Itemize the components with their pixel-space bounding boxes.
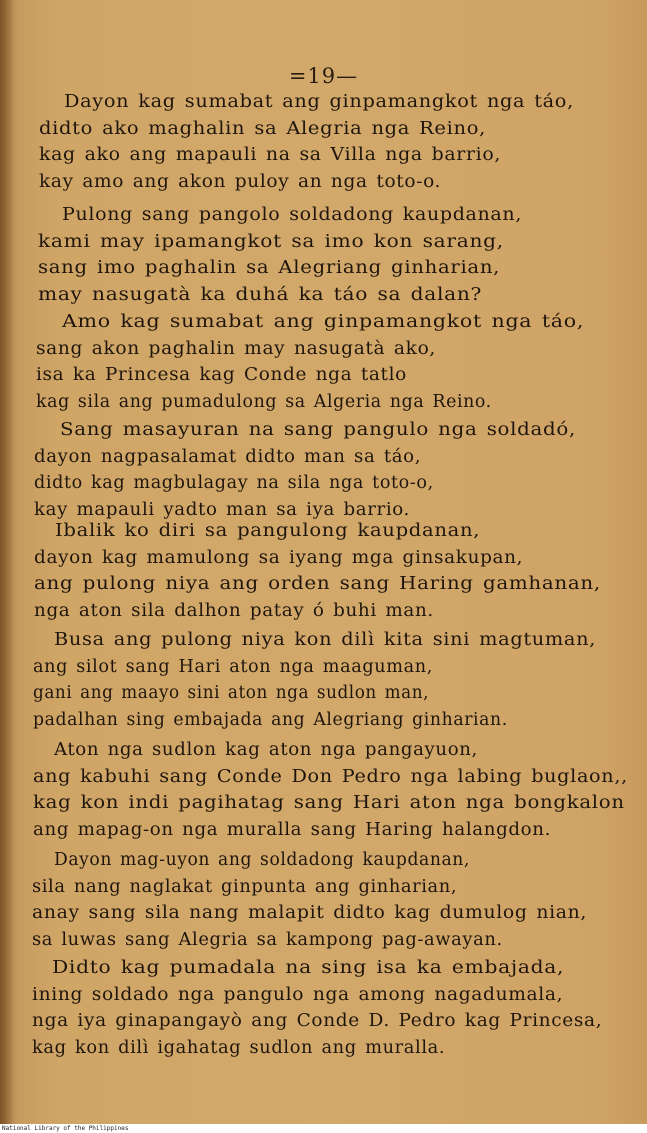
verse-line: anay sang sila nang malapit didto kag dumulog nian,: [32, 903, 588, 923]
verse-line: ang mapag-on nga muralla sang Haring halangdon.: [33, 819, 551, 840]
verse-line: ining soldado nga pangulo nga among nagadumala,: [32, 984, 564, 1005]
verse-line: kami may ipamangkot sa imo kon sarang,: [38, 231, 504, 252]
verse-line: Sang masayuran na sang pangulo nga soldadó,: [60, 420, 576, 440]
verse-line: sa luwas sang Alegria sa kampong pag-awayan.: [32, 929, 503, 950]
verse-line: didto kag magbulagay na sila nga toto-o,: [34, 473, 434, 493]
verse-line: padalhan sing embajada ang Alegriang ginharian.: [33, 709, 508, 730]
verse-line: nga aton sila dalhon patay ó buhi man.: [34, 600, 434, 621]
verse-line: Didto kag pumadala na sing isa ka embajada,: [52, 958, 565, 978]
verse-line: kag kon dilì igahatag sudlon ang muralla.: [32, 1037, 446, 1058]
verse-line: kag kon indi pagihatag sang Hari aton nga bongkalon: [33, 793, 625, 813]
page-number: =19—: [288, 64, 359, 88]
verse-line: Ibalik ko diri sa pangulong kaupdanan,: [55, 521, 481, 541]
verse-line: Pulong sang pangolo soldadong kaupdanan,: [62, 205, 523, 225]
verse-line: nga iya ginapangayò ang Conde D. Pedro kag Princesa,: [32, 1011, 603, 1031]
verse-line: sang imo paghalin sa Alegriang ginharian,: [38, 258, 501, 278]
verse-line: isa ka Princesa kag Conde nga tatlo: [36, 365, 407, 385]
library-credit: National Library of the Philippines: [2, 1125, 129, 1132]
verse-line: didto ako maghalin sa Alegria nga Reino,: [39, 118, 486, 139]
verse-line: ang pulong niya ang orden sang Haring gamhanan,: [34, 574, 601, 594]
verse-line: kag sila ang pumadulong sa Algeria nga Reino.: [36, 391, 492, 412]
verse-line: Amo kag sumabat ang ginpamangkot nga táo,: [62, 312, 585, 332]
verse-line: kay mapauli yadto man sa iya barrio.: [34, 499, 410, 520]
verse-line: Busa ang pulong niya kon dilì kita sini magtuman,: [54, 630, 597, 650]
verse-line: dayon kag mamulong sa iyang mga ginsakupan,: [34, 547, 524, 568]
verse-line: kag ako ang mapauli na sa Villa nga barrio,: [39, 145, 502, 165]
verse-line: kay amo ang akon puloy an nga toto-o.: [39, 171, 442, 192]
verse-line: Aton nga sudlon kag aton nga pangayuon,: [54, 740, 478, 760]
verse-line: dayon nagpasalamat didto man sa táo,: [34, 446, 422, 467]
verse-line: ang silot sang Hari aton nga maaguman,: [33, 656, 433, 677]
verse-line: sang akon paghalin may nasugatà ako,: [36, 338, 436, 359]
verse-line: Dayon mag-uyon ang soldadong kaupdanan,: [54, 850, 470, 870]
verse-line: may nasugatà ka duhá ka táo sa dalan?: [38, 284, 483, 305]
verse-line: gani ang maayo sini aton nga sudlon man,: [33, 683, 430, 703]
verse-line: sila nang naglakat ginpunta ang ginharian,: [32, 876, 458, 897]
page-binding-edge: [0, 0, 14, 1124]
verse-line: ang kabuhi sang Conde Don Pedro nga labing buglaon,,: [33, 766, 628, 787]
verse-line: Dayon kag sumabat ang ginpamangkot nga táo,: [64, 92, 574, 112]
